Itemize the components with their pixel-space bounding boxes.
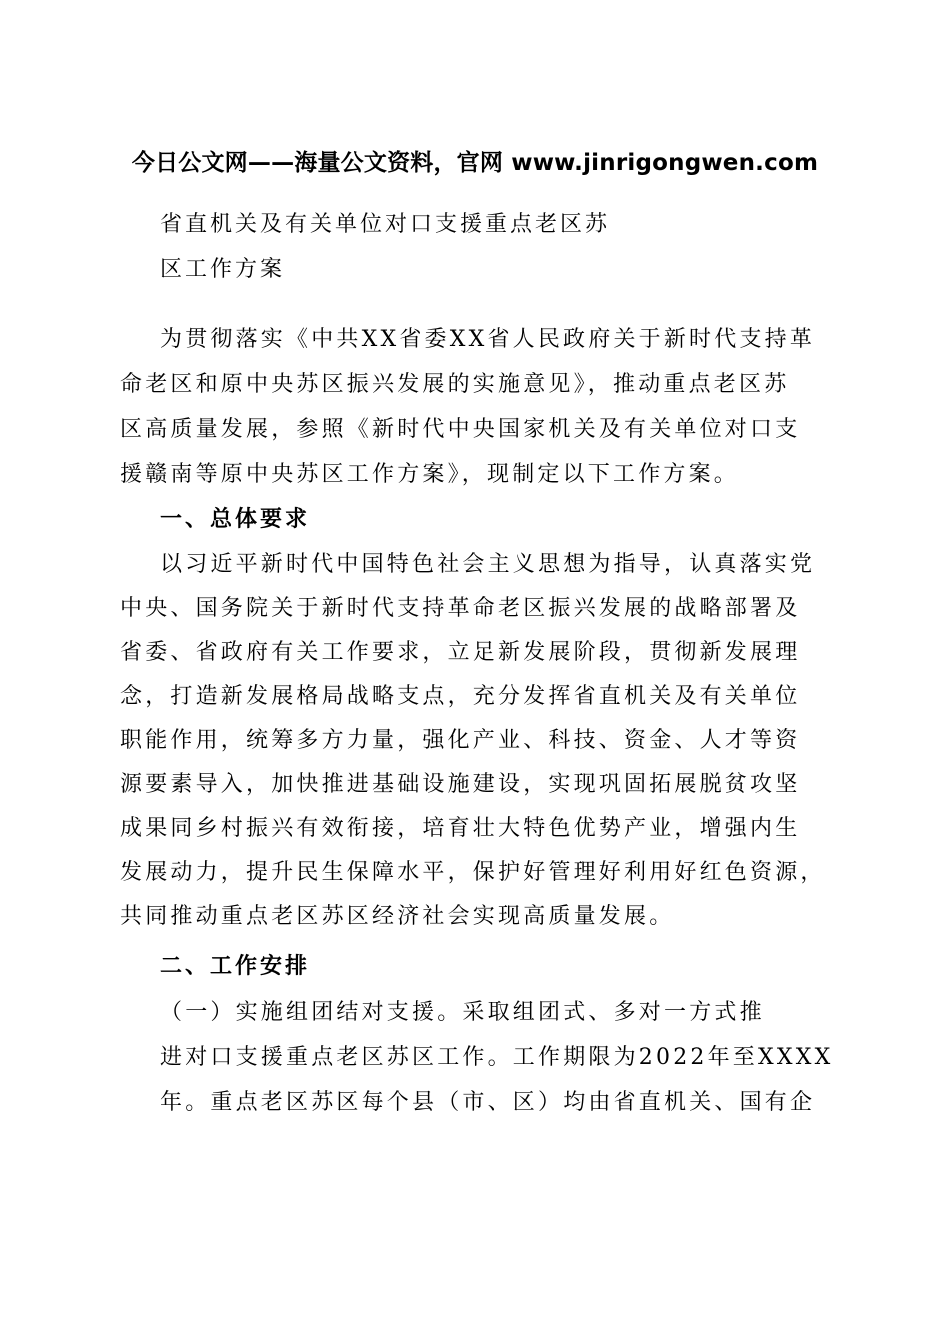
intro-paragraph-line: 为贯彻落实《中共XX省委XX省人民政府关于新时代支持革 — [160, 327, 816, 352]
document-title-line-1: 省直机关及有关单位对口支援重点老区苏 — [160, 212, 611, 237]
intro-paragraph-line: 援赣南等原中央苏区工作方案》，现制定以下工作方案。 — [120, 462, 740, 487]
section1-paragraph-line: 中央、国务院关于新时代支持革命老区振兴发展的战略部署及 — [120, 596, 801, 621]
section2-paragraph-line: （一）实施组团结对支援。采取组团式、多对一方式推 — [160, 1000, 765, 1025]
section1-paragraph-line: 发展动力，提升民生保障水平，保护好管理好利用好红色资源， — [120, 860, 826, 885]
site-header: 今日公文网——海量公文资料，官网 www.jinrigongwen.com — [131, 150, 819, 176]
section1-paragraph-line: 职能作用，统筹多方力量，强化产业、科技、资金、人才等资 — [120, 728, 801, 753]
section1-paragraph-line: 省委、省政府有关工作要求，立足新发展阶段，贯彻新发展理 — [120, 640, 801, 665]
section1-paragraph-line: 念，打造新发展格局战略支点，充分发挥省直机关及有关单位 — [120, 684, 801, 709]
section-heading-work-arrangements: 二、工作安排 — [160, 954, 311, 979]
section1-paragraph-line: 成果同乡村振兴有效衔接，培育壮大特色优势产业，增强内生 — [120, 816, 801, 841]
section1-paragraph-line: 共同推动重点老区苏区经济社会实现高质量发展。 — [120, 904, 675, 929]
section2-paragraph-line: 年。重点老区苏区每个县（市、区）均由省直机关、国有企 — [160, 1090, 816, 1115]
section1-paragraph-line: 源要素导入，加快推进基础设施建设，实现巩固拓展脱贫攻坚 — [120, 772, 801, 797]
document-title-line-2: 区工作方案 — [160, 257, 286, 282]
intro-paragraph-line: 命老区和原中央苏区振兴发展的实施意见》，推动重点老区苏 — [120, 372, 790, 397]
section1-paragraph-line: 以习近平新时代中国特色社会主义思想为指导，认真落实党 — [160, 552, 816, 577]
intro-paragraph-line: 区高质量发展，参照《新时代中央国家机关及有关单位对口支 — [120, 417, 801, 442]
section2-paragraph-line: 进对口支援重点老区苏区工作。工作期限为2022年至XXXX — [160, 1045, 834, 1070]
section-heading-general-requirements: 一、总体要求 — [160, 507, 311, 532]
